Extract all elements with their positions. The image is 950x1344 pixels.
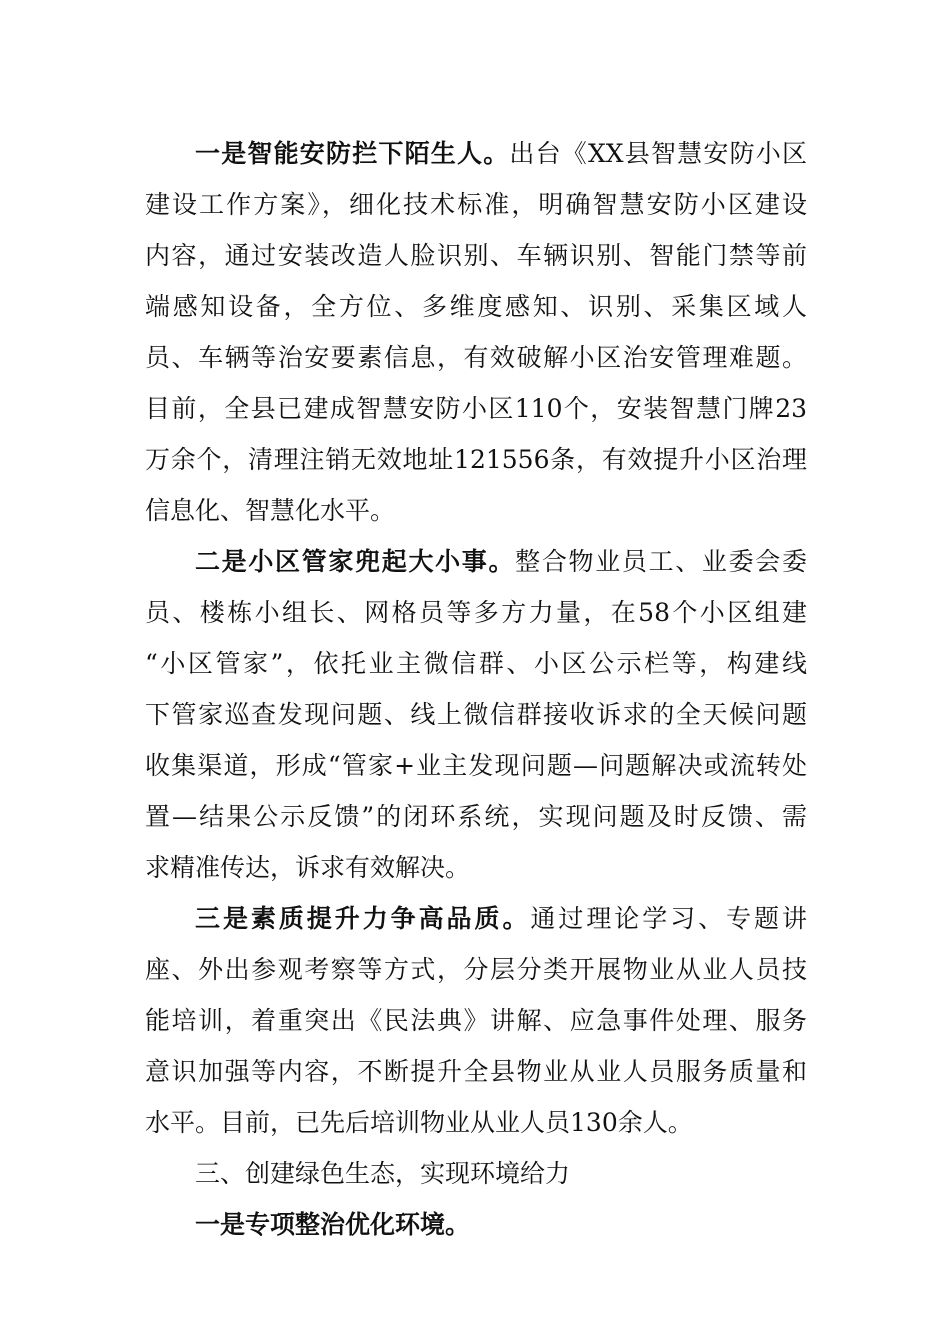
- paragraph-1-line-8: 信息化、智慧化水平。: [145, 496, 396, 525]
- paragraph-1-lead: 一是智能安防拦下陌生人。: [195, 139, 510, 168]
- paragraph-3-line-3: 能培训，着重突出《民法典》讲解、应急事件处理、服务: [145, 1006, 807, 1035]
- paragraph-3-line-5: 水平。目前，已先后培训物业从业人员130余人。: [145, 1108, 693, 1137]
- paragraph-1-line-2: 建设工作方案》，细化技术标准，明确智慧安防小区建设: [145, 190, 807, 219]
- document-body: [145, 128, 807, 1250]
- paragraph-2-lead: 二是小区管家兜起大小事。: [195, 547, 516, 576]
- section-heading: 三、创建绿色生态，实现环境给力: [195, 1159, 571, 1188]
- paragraph-2-line-7: 求精准传达，诉求有效解决。: [145, 853, 471, 882]
- paragraph-2-line-5: 收集渠道，形成“管家+业主发现问题—问题解决或流转处: [145, 751, 807, 780]
- paragraph-1-text: 出台《XX县智慧安防小区: [509, 139, 807, 168]
- paragraph-2-line-3: “小区管家”，依托业主微信群、小区公示栏等，构建线: [145, 649, 807, 678]
- paragraph-1-line-6: 目前，全县已建成智慧安防小区110个，安装智慧门牌23: [145, 394, 807, 423]
- paragraph-3-line-1: [145, 893, 807, 944]
- paragraph-2-line-4: 下管家巡查发现问题、线上微信群接收诉求的全天候问题: [145, 700, 807, 729]
- paragraph-2-line-1: [145, 536, 807, 587]
- paragraph-3-line-4: 意识加强等内容，不断提升全县物业从业人员服务质量和: [145, 1057, 807, 1086]
- paragraph-1-line-1: [145, 128, 807, 179]
- paragraph-2-line-6: 置—结果公示反馈”的闭环系统，实现问题及时反馈、需: [145, 802, 807, 831]
- sub-heading: 一是专项整治优化环境。: [195, 1210, 471, 1239]
- paragraph-1-line-3: 内容，通过安装改造人脸识别、车辆识别、智能门禁等前: [145, 241, 807, 270]
- paragraph-1-line-4: 端感知设备，全方位、多维度感知、识别、采集区域人: [145, 292, 807, 321]
- paragraph-2-line-2: 员、楼栋小组长、网格员等多方力量，在58个小区组建: [145, 598, 807, 627]
- paragraph-3-lead: 三是素质提升力争高品质。: [195, 904, 531, 933]
- paragraph-3-line-2: 座、外出参观考察等方式，分层分类开展物业从业人员技: [145, 955, 807, 984]
- paragraph-1-line-7: 万余个，清理注销无效地址121556条，有效提升小区治理: [145, 445, 807, 474]
- paragraph-3-text: 通过理论学习、专题讲: [530, 904, 807, 933]
- paragraph-2-text: 整合物业员工、业委会委: [515, 547, 807, 576]
- paragraph-1-line-5: 员、车辆等治安要素信息，有效破解小区治安管理难题。: [145, 343, 807, 372]
